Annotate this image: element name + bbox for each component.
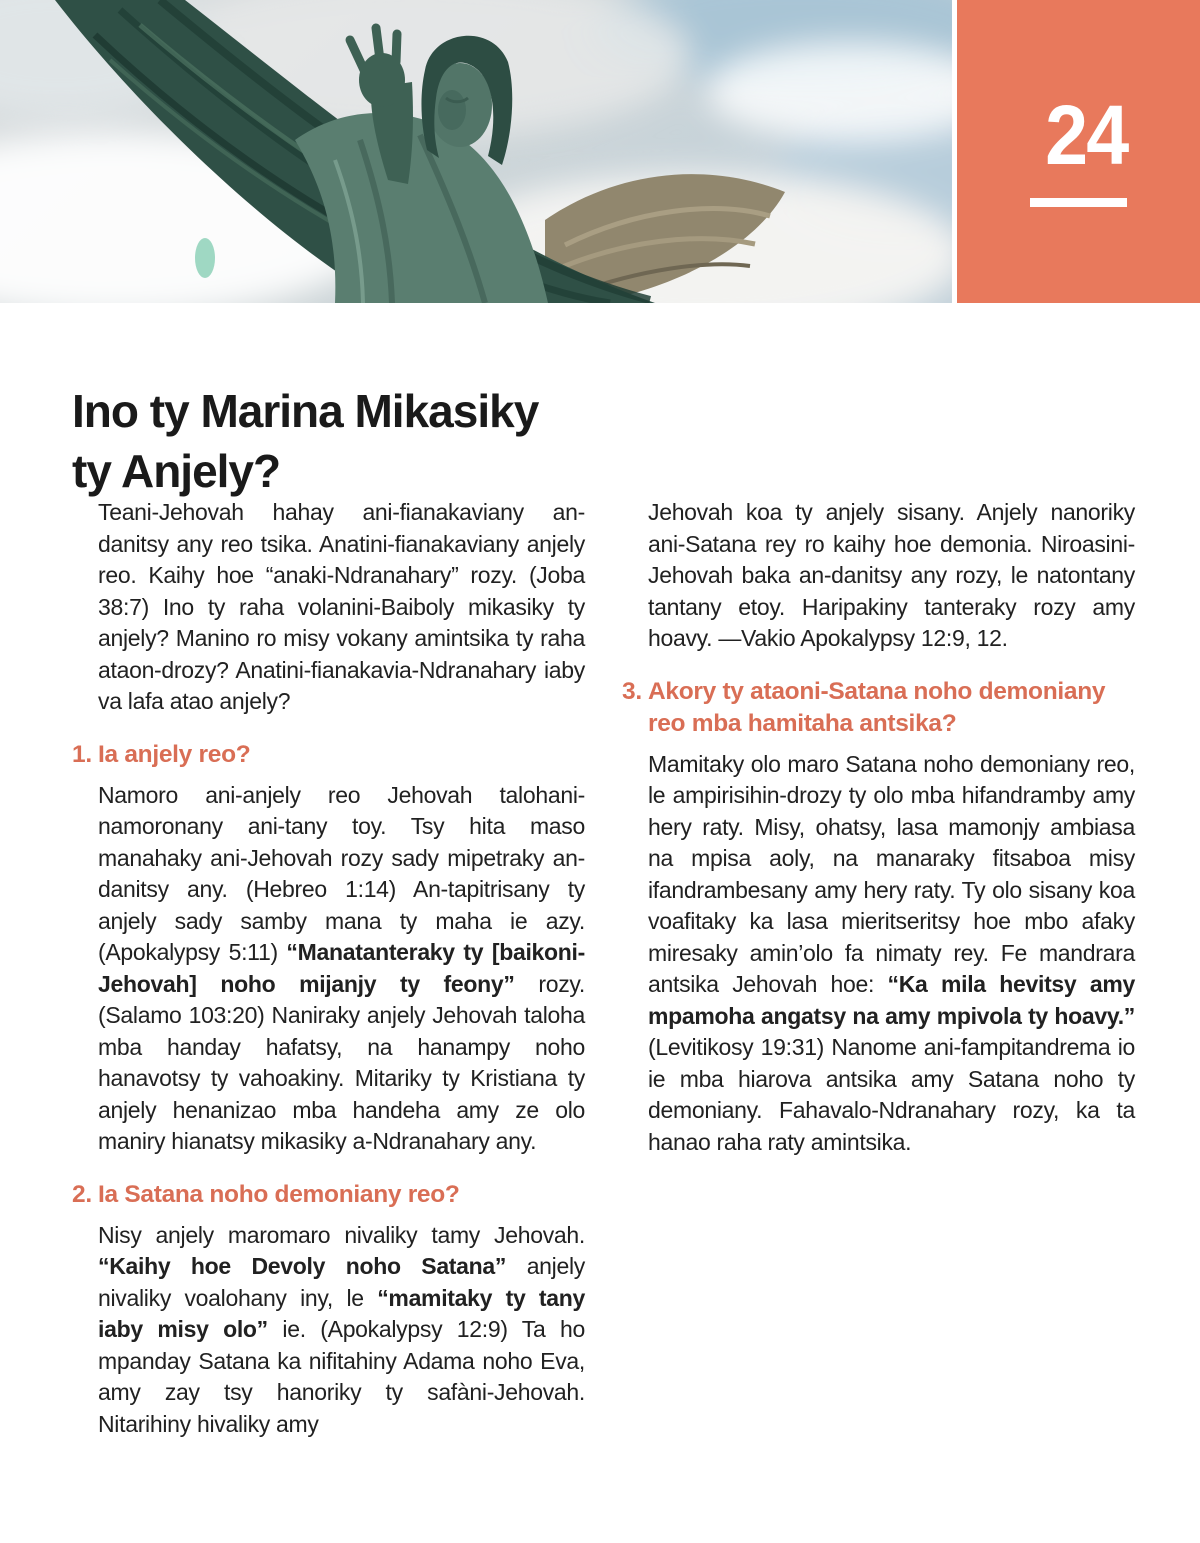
section-1-title: Ia anjely reo? [98, 740, 251, 768]
left-column [72, 497, 585, 1461]
section-3-paragraph: Mamitaky olo maro Satana noho demoniany reo, le ampirisihin-drozy ty olo mba hifandramby amy hery raty. Misy, ohatsy, lasa mamonjy ambiasa na mpisa aoly, na manaraky fitsaboa misy ifandrambesany amy hery raty. Ty olo sisany koa voafitaky ka lasa mieritseritsy hoe mbo afaky miresaky amin’olo fa nimaty rey. Fe mandrara antsika Jehovah hoe: “Ka mila hevitsy amy mpamoha angatsy na amy mpivola ty hoavy.” (Levitikosy 19:31) Nanome ani-fampitandrema io ie mba hiarova antsika amy Satana noho ty demoniany. Fahavalo-Ndranahary rozy, ka ta hanao raha raty amintsika. [648, 750, 1135, 1155]
page-title-line2: ty Anjely? [72, 444, 281, 497]
right-column [622, 497, 1135, 1179]
page-title-line1: Ino ty Marina Mikasiky [72, 384, 539, 437]
section-3-heading [622, 676, 1135, 740]
page-title [72, 381, 538, 501]
section-1-number: 1. [72, 740, 92, 768]
section-3-number: 3. [622, 677, 642, 705]
section-2-number: 2. [72, 1180, 92, 1208]
section-1-paragraph: Namoro ani-anjely reo Jehovah talohani-namoronany ani-tany toy. Tsy hita maso manahaky ani-Jehovah rozy sady mipetraky an-danitsy any. (Hebreo 1:14) An-tapitrisany ty anjely sady samby mana ty maha ie azy. (Apokalypsy 5:11) “Manatanteraky ty [baikoni-Jehovah] noho mijanjy ty feony” rozy. (Salamo 103:20) Naniraky anjely Jehovah taloha mba handay hafatsy, na hanampy noho hanavotsy ty vahoakiny. Mitariky ty Kristiana ty anjely henanizao mba handeha amy ze olo maniry hianatsy mikasiky a-Ndranahary any. [98, 781, 585, 1154]
section-3-title: Akory ty ataoni-Satana noho demoniany reo mba hamitaha antsika? [648, 677, 1106, 737]
intro-paragraph: Teani-Jehovah hahay ani-fianakaviany an-danitsy any reo tsika. Anatini-fianakaviany anjely reo. Kaihy hoe “anaki-Ndranahary” rozy. (Joba 38:7) Ino ty raha volanini-Baiboly mikasiky ty anjely? Manino ro misy vokany amintsika ty raha ataon-drozy? Anatini-fianakavia-Ndranahary iaby va lafa atao anjely? [98, 499, 585, 714]
section-2-paragraph-part1: Nisy anjely maromaro nivaliky tamy Jehovah. “Kaihy hoe Devoly noho Satana” anjely nivaliky voalohany iny, le “mamitaky ty tany iaby misy olo” ie. (Apokalypsy 12:9) Ta ho mpanday Satana ka nifitahiny Adama noho Eva, amy zay tsy hanoriky ty safàni-Jehovah. Nitarihiny hivaliky amy [98, 1221, 586, 1437]
angel-statue-illustration [0, 0, 952, 303]
section-2-heading [72, 1179, 585, 1211]
angel-statue-photo [0, 0, 952, 303]
section-2-title: Ia Satana noho demoniany reo? [98, 1180, 460, 1208]
section-2-paragraph-part2: Jehovah koa ty anjely sisany. Anjely nanoriky ani-Satana rey ro kaihy hoe demonia. Niroasini-Jehovah baka an-danitsy any rozy, le natontany tantany etoy. Haripakiny tanteraky rozy amy hoavy. —Vakio Apokalypsy 12:9, 12. [648, 499, 1135, 651]
lesson-number-badge [957, 0, 1200, 303]
angel-head [421, 36, 512, 165]
lesson-number: 24 [1044, 88, 1127, 182]
section-1-heading [72, 739, 585, 771]
lesson-number-underline [1030, 198, 1127, 207]
